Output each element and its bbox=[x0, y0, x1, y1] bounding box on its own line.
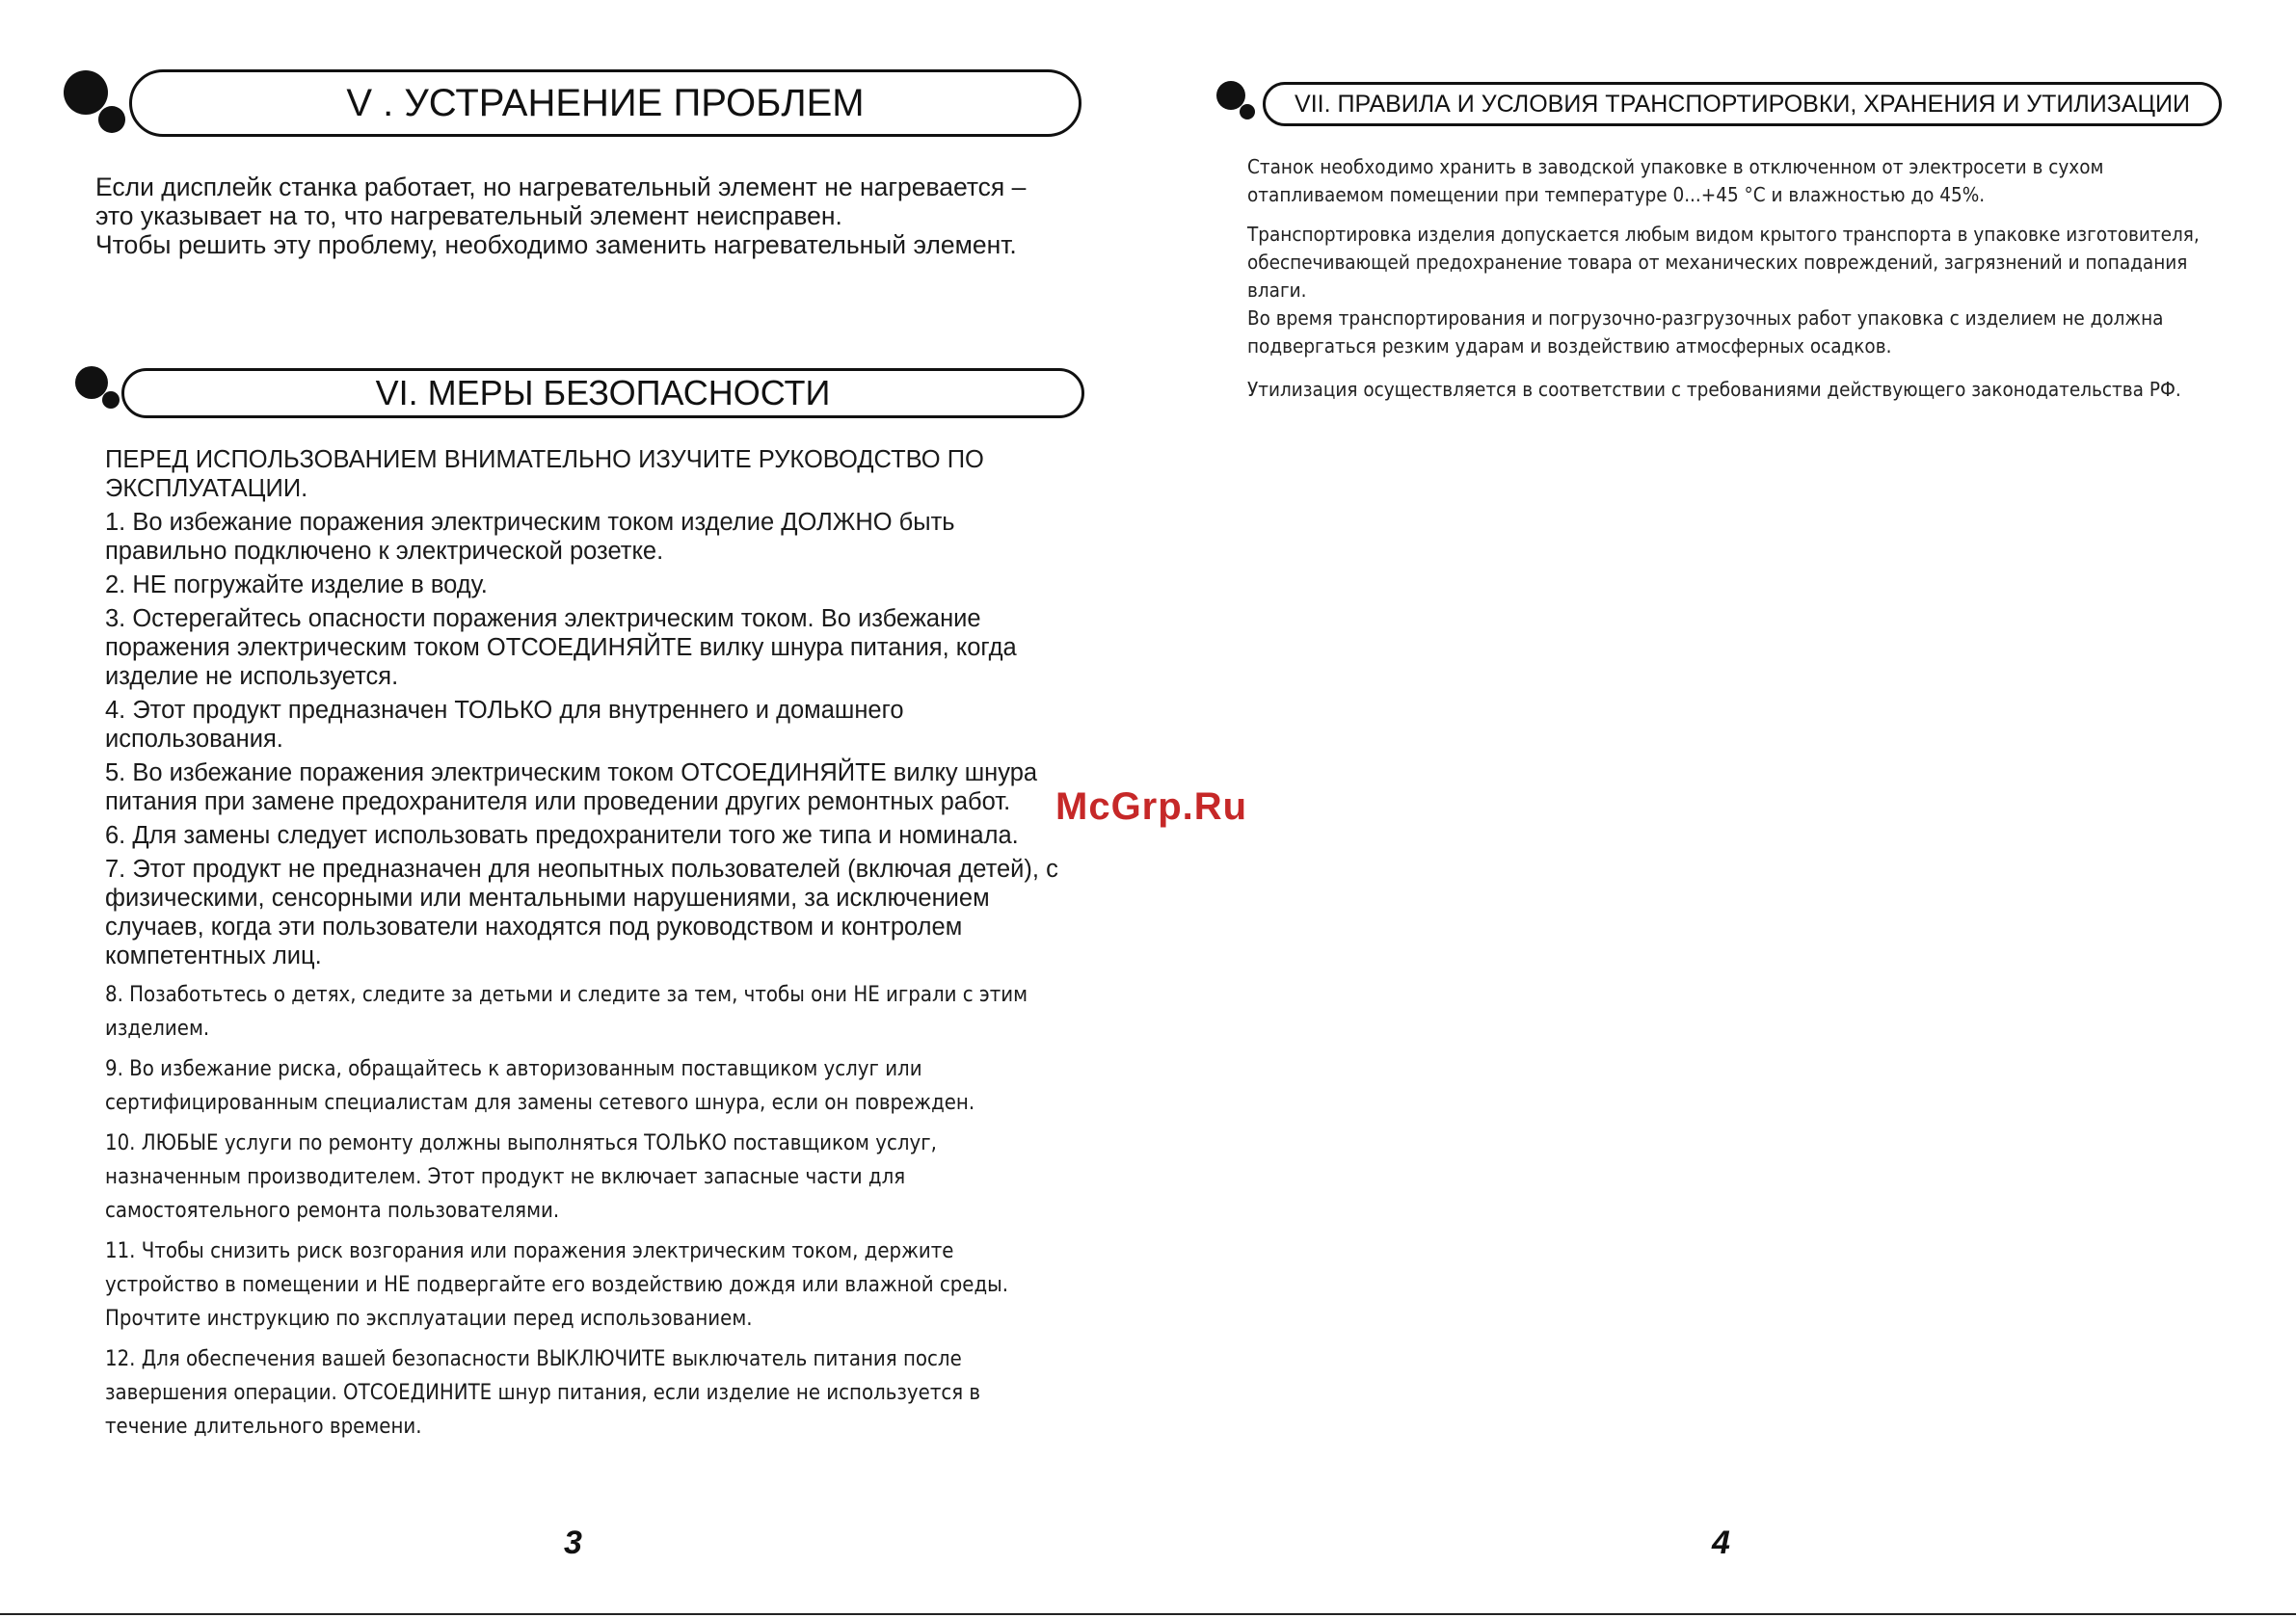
text-line: использования. bbox=[105, 726, 283, 753]
section5-title-text: V . УСТРАНЕНИЕ ПРОБЛЕМ bbox=[346, 81, 865, 124]
text-line: 9. Во избежание риска, обращайтесь к авторизованным поставщиком услуг или bbox=[105, 1057, 922, 1081]
safety-intro bbox=[105, 445, 1088, 503]
section6-title-text: VI. МЕРЫ БЕЗОПАСНОСТИ bbox=[375, 373, 831, 412]
text-line: сертифицированным специалистам для замены сетевого шнура, если он поврежден. bbox=[105, 1091, 975, 1115]
text-line: правильно подключено к электрической розетке. bbox=[105, 538, 664, 565]
text-line: изделием. bbox=[105, 1017, 210, 1041]
text-line: ПЕРЕД ИСПОЛЬЗОВАНИЕМ ВНИМАТЕЛЬНО ИЗУЧИТЕ РУКОВОДСТВО ПО bbox=[105, 446, 984, 473]
text-line: изделие не используется. bbox=[105, 663, 399, 690]
text-line: обеспечивающей предохранение товара от механических повреждений, загрязнений и попадания bbox=[1247, 251, 2188, 274]
safety-item bbox=[105, 855, 1088, 970]
section5-line: это указывает на то, что нагревательный элемент неисправен. bbox=[95, 201, 842, 230]
text-line: случаев, когда эти пользователи находятся под руководством и контролем bbox=[105, 914, 963, 941]
text-line: отапливаемом помещении при температуре 0...+45 °С и влажностью до 45%. bbox=[1247, 183, 1986, 206]
watermark-logo: McGrp.Ru bbox=[1055, 785, 1248, 828]
page-number-left: 3 bbox=[564, 1525, 582, 1561]
safety-item bbox=[105, 1127, 1088, 1228]
safety-item bbox=[105, 1342, 1088, 1444]
text-line: 4. Этот продукт предназначен ТОЛЬКО для внутреннего и домашнего bbox=[105, 697, 904, 724]
text-line: ЭКСПЛУАТАЦИИ. bbox=[105, 475, 308, 502]
text-line: 6. Для замены следует использовать предохранители того же типа и номинала. bbox=[105, 822, 1019, 849]
section7-title bbox=[1263, 82, 2222, 126]
disposal-paragraph bbox=[1247, 376, 2250, 404]
transport-paragraph bbox=[1247, 221, 2250, 360]
text-line: Во время транспортирования и погрузочно-разгрузочных работ упаковка с изделием не должна bbox=[1247, 306, 2164, 330]
text-line: самостоятельного ремонта пользователями. bbox=[105, 1199, 560, 1223]
safety-item bbox=[105, 604, 1088, 691]
text-line: 2. НЕ погружайте изделие в воду. bbox=[105, 571, 488, 598]
text-line: 8. Позаботьтесь о детях, следите за детьми и следите за тем, чтобы они НЕ играли с этим bbox=[105, 983, 1028, 1007]
text-line: течение длительного времени. bbox=[105, 1415, 422, 1439]
safety-item bbox=[105, 508, 1088, 566]
safety-list bbox=[105, 445, 1088, 1450]
text-line: Утилизация осуществляется в соответствии с требованиями действующего законодательства РФ. bbox=[1247, 378, 2181, 401]
text-line: 1. Во избежание поражения электрическим током изделие ДОЛЖНО быть bbox=[105, 509, 955, 536]
bottom-border bbox=[0, 1613, 2296, 1615]
section5-title bbox=[129, 69, 1081, 137]
safety-item bbox=[105, 821, 1088, 850]
section5-line: Чтобы решить эту проблему, необходимо заменить нагревательный элемент. bbox=[95, 230, 1017, 259]
text-line: поражения электрическим током ОТСОЕДИНЯЙТЕ вилку шнура питания, когда bbox=[105, 634, 1017, 661]
text-line: влаги. bbox=[1247, 279, 1307, 302]
safety-item bbox=[105, 758, 1088, 816]
text-line: Транспортировка изделия допускается любым видом крытого транспорта в упаковке изготовителя, bbox=[1247, 223, 2200, 246]
text-line: 11. Чтобы снизить риск возгорания или поражения электрическим током, держите bbox=[105, 1239, 954, 1263]
text-line: 7. Этот продукт не предназначен для неопытных пользователей (включая детей), с bbox=[105, 856, 1058, 883]
safety-item bbox=[105, 696, 1088, 754]
text-line: устройство в помещении и НЕ подвергайте его воздействию дождя или влажной среды. bbox=[105, 1273, 1009, 1297]
safety-item bbox=[105, 570, 1088, 599]
text-line: питания при замене предохранителя или проведении других ремонтных работ. bbox=[105, 788, 1011, 815]
text-line: компетентных лиц. bbox=[105, 942, 322, 969]
text-line: физическими, сенсорными или ментальными нарушениями, за исключением bbox=[105, 885, 990, 912]
text-line: 12. Для обеспечения вашей безопасности ВЫКЛЮЧИТЕ выключатель питания после bbox=[105, 1347, 962, 1371]
section6-title bbox=[121, 368, 1084, 418]
text-line: подвергаться резким ударам и воздействию атмосферных осадков. bbox=[1247, 334, 1892, 358]
text-line: 5. Во избежание поражения электрическим током ОТСОЕДИНЯЙТЕ вилку шнура bbox=[105, 759, 1038, 786]
text-line: завершения операции. ОТСОЕДИНИТЕ шнур питания, если изделие не используется в bbox=[105, 1381, 981, 1405]
safety-item bbox=[105, 1052, 1088, 1120]
safety-item bbox=[105, 1234, 1088, 1336]
page-number-right: 4 bbox=[1712, 1525, 1730, 1561]
text-line: Станок необходимо хранить в заводской упаковке в отключенном от электросети в сухом bbox=[1247, 155, 2104, 178]
text-line: 3. Остерегайтесь опасности поражения электрическим током. Во избежание bbox=[105, 605, 981, 632]
section5-line: Если дисплейк станка работает, но нагревательный элемент не нагревается – bbox=[95, 172, 1027, 201]
section5-body bbox=[95, 172, 1108, 259]
storage-paragraph bbox=[1247, 153, 2250, 209]
text-line: Прочтите инструкцию по эксплуатации перед использованием. bbox=[105, 1307, 753, 1331]
safety-item bbox=[105, 978, 1088, 1046]
text-line: 10. ЛЮБЫЕ услуги по ремонту должны выполняться ТОЛЬКО поставщиком услуг, bbox=[105, 1131, 937, 1155]
section7-title-text: VII. ПРАВИЛА И УСЛОВИЯ ТРАНСПОРТИРОВКИ, ХРАНЕНИЯ И УТИЛИЗАЦИИ bbox=[1295, 90, 2190, 118]
text-line: назначенным производителем. Этот продукт не включает запасные части для bbox=[105, 1165, 906, 1189]
